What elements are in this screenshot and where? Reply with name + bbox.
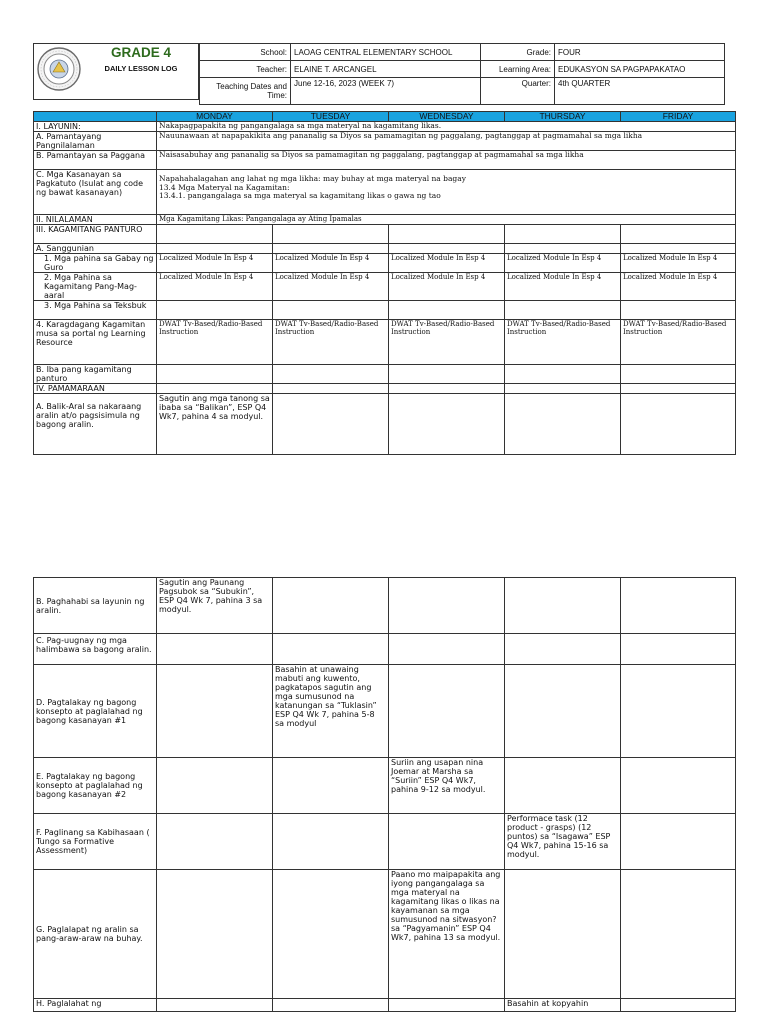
row-iba-pang-kagamitan bbox=[34, 365, 736, 384]
row-kagamitang-pang-mag-aaral bbox=[34, 273, 736, 301]
row-karagdagang-kagamitan bbox=[34, 320, 736, 365]
school-label: School: bbox=[200, 44, 291, 61]
day-tuesday: TUESDAY bbox=[273, 112, 389, 122]
label-gabay-ng-guro: 1. Mga pahina sa Gabay ng Guro bbox=[34, 254, 157, 273]
row-mga-kasanayan bbox=[34, 170, 736, 215]
label-layunin: I. LAYUNIN: bbox=[34, 122, 157, 132]
cell-empty bbox=[157, 665, 273, 758]
gabay-wednesday: Localized Module In Esp 4 bbox=[389, 254, 505, 273]
gabay-thursday: Localized Module In Esp 4 bbox=[505, 254, 621, 273]
text-nilalaman: Mga Kagamitang Likas: Pangangalaga ay Ating Ipamalas bbox=[157, 215, 736, 225]
label-pamamaraan: IV. PAMAMARAAN bbox=[34, 384, 157, 394]
label-sanggunian: A. Sanggunian bbox=[34, 244, 157, 254]
cell-empty bbox=[273, 384, 389, 394]
teaching-dates-label: Teaching Dates and Time: bbox=[200, 78, 291, 105]
row-pagtalakay-2 bbox=[34, 758, 736, 814]
row-pamantayang-pangnilalaman bbox=[34, 132, 736, 151]
pang-mag-aaral-monday: Localized Module In Esp 4 bbox=[157, 273, 273, 301]
pang-mag-aaral-wednesday: Localized Module In Esp 4 bbox=[389, 273, 505, 301]
cell-empty bbox=[505, 365, 621, 384]
cell-empty bbox=[505, 634, 621, 665]
row-pamamaraan bbox=[34, 384, 736, 394]
cell-empty bbox=[621, 999, 736, 1012]
label-kagamitang-panturo: III. KAGAMITANG PANTURO bbox=[34, 225, 157, 244]
cell-empty bbox=[389, 634, 505, 665]
cell-empty bbox=[273, 225, 389, 244]
cell-empty bbox=[621, 244, 736, 254]
cell-empty bbox=[273, 365, 389, 384]
row-pag-uugnay bbox=[34, 634, 736, 665]
grade-value: FOUR bbox=[555, 44, 725, 61]
cell-empty bbox=[505, 225, 621, 244]
cell-empty bbox=[621, 758, 736, 814]
row-gabay-ng-guro bbox=[34, 254, 736, 273]
cell-empty bbox=[621, 665, 736, 758]
cell-empty bbox=[505, 758, 621, 814]
row-layunin bbox=[34, 122, 736, 132]
paghahabi-monday: Sagutin ang Paunang Pagsubok sa “Subukin”, ESP Q4 Wk 7, pahina 3 sa modyul. bbox=[157, 578, 273, 634]
label-paglinang: F. Paglinang sa Kabihasaan ( Tungo sa Formative Assessment) bbox=[34, 814, 157, 870]
karagdagang-friday: DWAT Tv-Based/Radio-Based Instruction bbox=[621, 320, 736, 365]
cell-empty bbox=[389, 999, 505, 1012]
cell-empty bbox=[273, 999, 389, 1012]
row-kagamitang-panturo bbox=[34, 225, 736, 244]
quarter-label: Quarter: bbox=[481, 78, 555, 105]
cell-empty bbox=[389, 384, 505, 394]
pagtalakay-1-tuesday: Basahin at unawaing mabuti ang kuwento, pagkatapos sagutin ang mga sumusunod na katanungan sa “Tuklasin” ESP Q4 Wk 7, pahina 5-8 sa modyul bbox=[273, 665, 389, 758]
karagdagang-thursday: DWAT Tv-Based/Radio-Based Instruction bbox=[505, 320, 621, 365]
cell-empty bbox=[505, 384, 621, 394]
cell-empty bbox=[157, 384, 273, 394]
cell-empty bbox=[273, 394, 389, 455]
daily-lesson-log-title: DAILY LESSON LOG bbox=[104, 64, 178, 73]
cell-empty bbox=[157, 634, 273, 665]
cell-empty bbox=[157, 225, 273, 244]
day-monday: MONDAY bbox=[157, 112, 273, 122]
learning-area-value: EDUKASYON SA PAGPAPAKATAO bbox=[555, 61, 725, 78]
text-pamantayan-sa-paggana: Naisasabuhay ang pananalig sa Diyos sa pamamagitan ng paggalang, pagtanggap at pagmamahal sa mga likha bbox=[157, 151, 736, 170]
cell-empty bbox=[389, 301, 505, 320]
text-pamantayang-pangnilalaman: Nauunawaan at napapakikita ang pananalig sa Diyos sa pamamagitan ng paggalang, pagtanggap at pagmamahal sa mga likha bbox=[157, 132, 736, 151]
cell-empty bbox=[621, 365, 736, 384]
cell-empty bbox=[157, 301, 273, 320]
gabay-tuesday: Localized Module In Esp 4 bbox=[273, 254, 389, 273]
label-paglalapat: G. Paglalapat ng aralin sa pang-araw-araw na buhay. bbox=[34, 870, 157, 999]
paglinang-thursday: Performace task (12 product - grasps) (12 puntos) sa “Isagawa” ESP Q4 Wk7, pahina 15-16 sa modyul. bbox=[505, 814, 621, 870]
row-pagtalakay-1 bbox=[34, 665, 736, 758]
text-mga-kasanayan bbox=[157, 170, 736, 215]
cell-empty bbox=[389, 394, 505, 455]
pang-mag-aaral-friday: Localized Module In Esp 4 bbox=[621, 273, 736, 301]
cell-empty bbox=[505, 578, 621, 634]
cell-empty bbox=[157, 870, 273, 999]
balik-aral-monday: Sagutin ang mga tanong sa ibaba sa “Balikan”, ESP Q4 Wk7, pahina 4 sa modyul. bbox=[157, 394, 273, 455]
cell-empty bbox=[621, 814, 736, 870]
header-info-table bbox=[199, 43, 725, 105]
row-sanggunian bbox=[34, 244, 736, 254]
pang-mag-aaral-tuesday: Localized Module In Esp 4 bbox=[273, 273, 389, 301]
cell-empty bbox=[621, 394, 736, 455]
cell-empty bbox=[505, 394, 621, 455]
day-wednesday: WEDNESDAY bbox=[389, 112, 505, 122]
cell-empty bbox=[621, 384, 736, 394]
label-pagtalakay-2: E. Pagtalakay ng bagong konsepto at paglalahad ng bagong kasanayan #2 bbox=[34, 758, 157, 814]
quarter-value: 4th QUARTER bbox=[555, 78, 725, 105]
cell-empty bbox=[273, 814, 389, 870]
kasanayan-line-1: Napahahalagahan ang lahat ng mga likha: may buhay at mga materyal na bagay bbox=[159, 174, 466, 183]
label-pagtalakay-1: D. Pagtalakay ng bagong konsepto at paglalahad ng bagong kasanayan #1 bbox=[34, 665, 157, 758]
cell-empty bbox=[389, 814, 505, 870]
cell-empty bbox=[621, 634, 736, 665]
row-balik-aral bbox=[34, 394, 736, 455]
teacher-value: ELAINE T. ARCANGEL bbox=[291, 61, 481, 78]
deped-seal-icon bbox=[36, 46, 82, 92]
grade-label: Grade: bbox=[481, 44, 555, 61]
row-pamantayan-sa-paggana bbox=[34, 151, 736, 170]
label-pag-uugnay: C. Pag-uugnay ng mga halimbawa sa bagong aralin. bbox=[34, 634, 157, 665]
karagdagang-monday: DWAT Tv-Based/Radio-Based Instruction bbox=[157, 320, 273, 365]
lesson-log-table-page-1 bbox=[33, 111, 736, 455]
day-header-row bbox=[34, 112, 736, 122]
karagdagang-wednesday: DWAT Tv-Based/Radio-Based Instruction bbox=[389, 320, 505, 365]
day-friday: FRIDAY bbox=[621, 112, 736, 122]
text-layunin: Nakapagpapakita ng pangangalaga sa mga materyal na kagamitang likas. bbox=[157, 122, 736, 132]
cell-empty bbox=[273, 758, 389, 814]
cell-empty bbox=[505, 870, 621, 999]
cell-empty bbox=[621, 225, 736, 244]
cell-empty bbox=[273, 634, 389, 665]
school-value: LAOAG CENTRAL ELEMENTARY SCHOOL bbox=[291, 44, 481, 61]
cell-empty bbox=[389, 225, 505, 244]
gabay-monday: Localized Module In Esp 4 bbox=[157, 254, 273, 273]
cell-empty bbox=[389, 365, 505, 384]
cell-empty bbox=[621, 578, 736, 634]
grade-title: GRADE 4 bbox=[110, 45, 171, 60]
cell-empty bbox=[157, 244, 273, 254]
label-kagamitang-pang-mag-aaral: 2. Mga Pahina sa Kagamitang Pang-Mag-aaral bbox=[34, 273, 157, 301]
cell-empty bbox=[273, 301, 389, 320]
row-paglalapat bbox=[34, 870, 736, 999]
teaching-dates-value: June 12-16, 2023 (WEEK 7) bbox=[291, 78, 481, 105]
row-paglalahat bbox=[34, 999, 736, 1012]
row-paglinang bbox=[34, 814, 736, 870]
day-thursday: THURSDAY bbox=[505, 112, 621, 122]
label-iba-pang-kagamitan: B. Iba pang kagamitang panturo bbox=[34, 365, 157, 384]
label-teksbuk: 3. Mga Pahina sa Teksbuk bbox=[34, 301, 157, 320]
cell-empty bbox=[157, 365, 273, 384]
cell-empty bbox=[389, 244, 505, 254]
label-karagdagang-kagamitan: 4. Karagdagang Kagamitan musa sa portal ng Learning Resource bbox=[34, 320, 157, 365]
label-mga-kasanayan: C. Mga Kasanayan sa Pagkatuto (Isulat ang code ng bawat kasanayan) bbox=[34, 170, 157, 215]
cell-empty bbox=[505, 301, 621, 320]
label-paghahabi: B. Paghahabi sa layunin ng aralin. bbox=[34, 578, 157, 634]
lesson-log-table-page-2 bbox=[33, 577, 736, 1012]
pagtalakay-2-wednesday: Suriin ang usapan nina Joemar at Marsha sa “Suriin” ESP Q4 Wk7, pahina 9-12 sa modyul. bbox=[389, 758, 505, 814]
cell-empty bbox=[505, 244, 621, 254]
cell-empty bbox=[157, 758, 273, 814]
kasanayan-line-2: 13.4 Mga Materyal na Kagamitan: bbox=[159, 182, 290, 192]
cell-empty bbox=[157, 814, 273, 870]
cell-empty bbox=[157, 999, 273, 1012]
label-balik-aral: A. Balik-Aral sa nakaraang aralin at/o pagsisimula ng bagong aralin. bbox=[34, 394, 157, 455]
paglalahat-thursday: Basahin at kopyahin bbox=[505, 999, 621, 1012]
row-teksbuk bbox=[34, 301, 736, 320]
karagdagang-tuesday: DWAT Tv-Based/Radio-Based Instruction bbox=[273, 320, 389, 365]
cell-empty bbox=[621, 870, 736, 999]
teacher-label: Teacher: bbox=[200, 61, 291, 78]
paglalapat-wednesday: Paano mo maipapakita ang iyong pangangalaga sa mga materyal na kagamitang likas o likas na kayamanan sa mga sumusunod na sitwasyon? sa “Pagyamanin” ESP Q4 Wk7, pahina 13 sa modyul. bbox=[389, 870, 505, 999]
label-paglalahat: H. Paglalahat ng bbox=[34, 999, 157, 1012]
cell-empty bbox=[505, 665, 621, 758]
cell-empty bbox=[389, 578, 505, 634]
kasanayan-line-3: 13.4.1. pangangalaga sa mga materyal sa kagamitang likas o gawa ng tao bbox=[159, 191, 441, 201]
learning-area-label: Learning Area: bbox=[481, 61, 555, 78]
cell-empty bbox=[273, 244, 389, 254]
label-pamantayan-sa-paggana: B. Pamantayan sa Paggana bbox=[34, 151, 157, 170]
cell-empty bbox=[389, 665, 505, 758]
cell-empty bbox=[621, 301, 736, 320]
cell-empty bbox=[273, 870, 389, 999]
gabay-friday: Localized Module In Esp 4 bbox=[621, 254, 736, 273]
row-paghahabi bbox=[34, 578, 736, 634]
label-nilalaman: II. NILALAMAN bbox=[34, 215, 157, 225]
label-pamantayang-pangnilalaman: A. Pamantayang Pangnilalaman bbox=[34, 132, 157, 151]
day-header-blank bbox=[34, 112, 157, 122]
row-nilalaman bbox=[34, 215, 736, 225]
pang-mag-aaral-thursday: Localized Module In Esp 4 bbox=[505, 273, 621, 301]
cell-empty bbox=[273, 578, 389, 634]
